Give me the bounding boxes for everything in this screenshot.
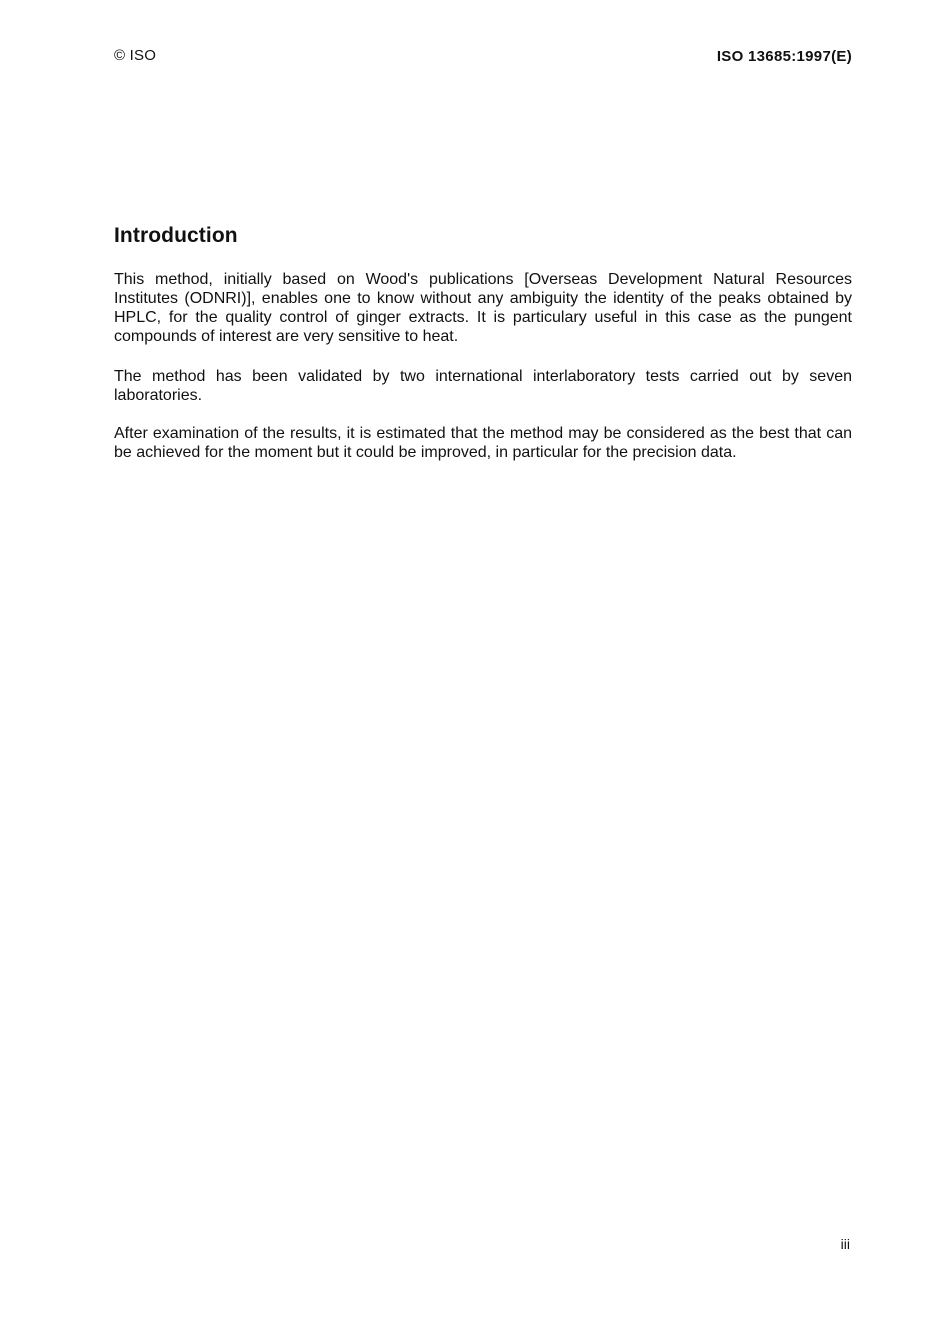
- page-number: iii: [840, 1236, 850, 1252]
- paragraph-1: This method, initially based on Wood's publications [Overseas Development Natural Resources Institutes (ODNRI)], enables one to know without any ambiguity the identity of the peaks obtained by HPLC, for the quality control of ginger extracts. It is particulary useful in this case as the pungent compounds of interest are very sensitive to heat.: [114, 271, 852, 345]
- copyright-notice: © ISO: [114, 47, 157, 64]
- paragraph-2: The method has been validated by two international interlaboratory tests carried out by seven laboratories.: [114, 368, 852, 404]
- standard-number: ISO 13685:1997(E): [716, 48, 852, 65]
- section-heading: Introduction: [114, 224, 238, 247]
- paragraph-3: After examination of the results, it is estimated that the method may be considered as the best that can be achieved for the moment but it could be improved, in particular for the precision data.: [114, 425, 852, 461]
